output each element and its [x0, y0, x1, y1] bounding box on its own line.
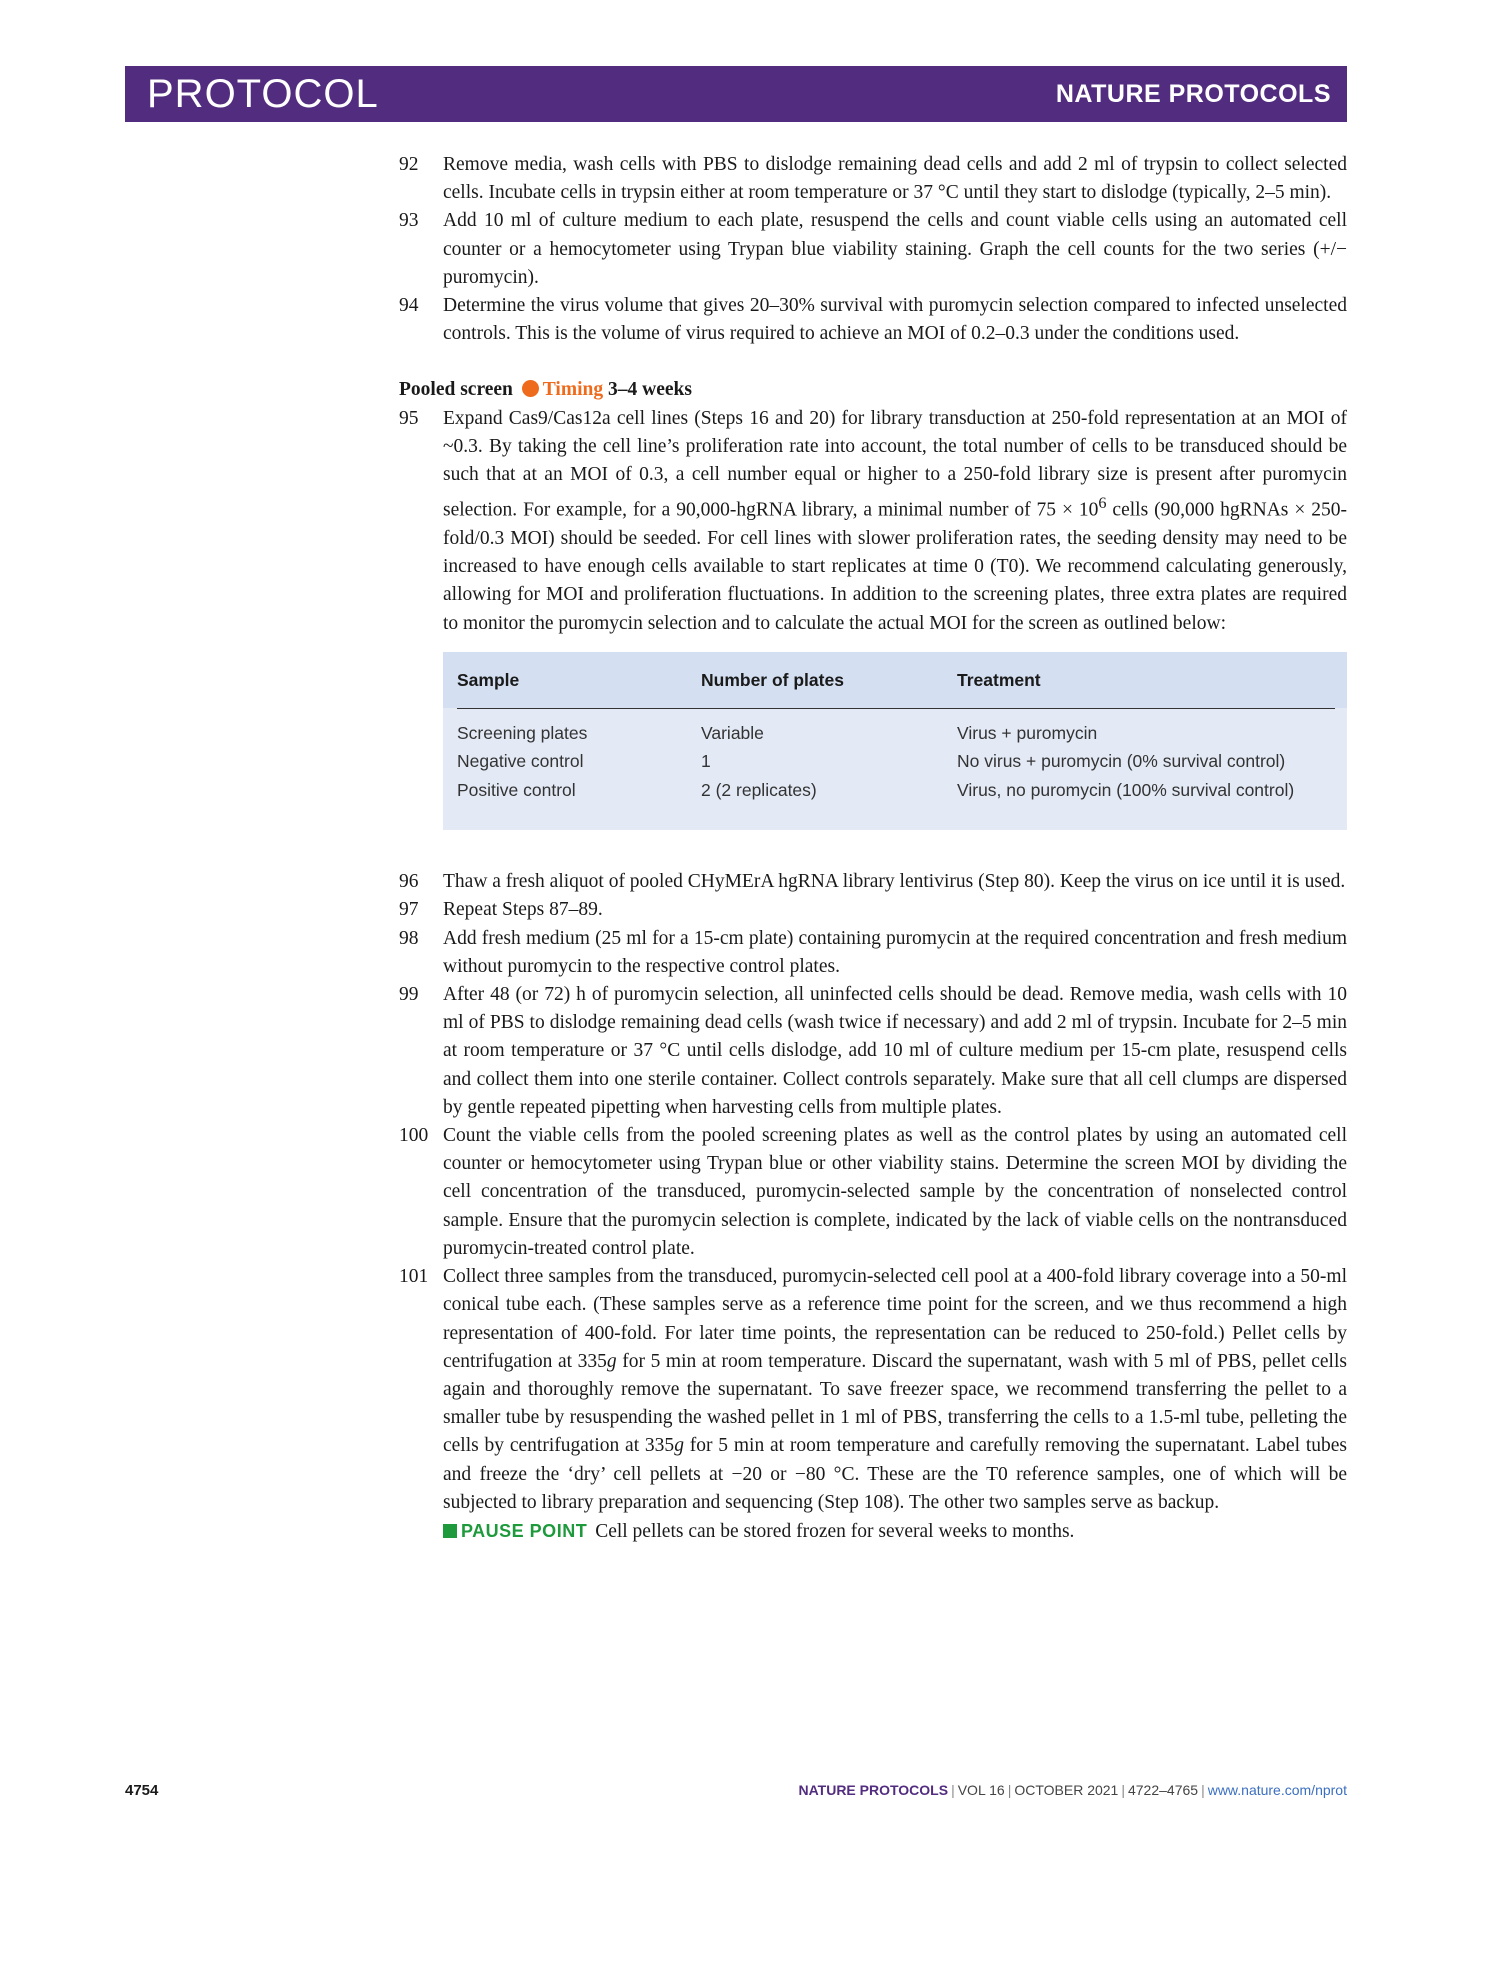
journal-label: NATURE PROTOCOLS: [1055, 79, 1331, 108]
step-92: [399, 151, 1347, 207]
step-text: Thaw a fresh aliquot of pooled CHyMErA hgRNA library lentivirus (Step 80). Keep the virus on ice until it is used.: [443, 871, 1346, 893]
step-96: [399, 868, 1347, 896]
footer-journal: NATURE PROTOCOLS: [798, 1782, 949, 1798]
column-header-treatment: Treatment: [957, 669, 1041, 690]
exponent: 6: [1098, 494, 1107, 513]
step-text: After 48 (or 72) h of puromycin selection, all uninfected cells should be dead. Remove media, wash cells with 10 ml of PBS to dislodge remaining dead cells (wash twice if necessary) and add 2 ml of trypsin. Incubate for 2–5 min at room temperature or 37 °C until cells dislodge, add 10 ml of culture medium per 15-cm plate, resuspend cells and collect them into one sterile container. Collect controls separately. Make sure that all cell clumps are dispersed by gentle repeated pipetting when harvesting cells from multiple plates.: [443, 984, 1347, 1118]
section-heading: [399, 376, 1347, 404]
steps-bottom: [399, 868, 1347, 1546]
table-header-row: [443, 652, 1347, 708]
g-unit: g: [606, 1350, 617, 1372]
column-header-plates: Number of plates: [701, 669, 844, 690]
step-number: 94: [399, 295, 419, 317]
step-93: [399, 207, 1347, 292]
timing-clock-icon: [522, 380, 539, 397]
separator: |: [1007, 1782, 1012, 1798]
pause-square-icon: [443, 1524, 457, 1538]
footer-volume: VOL 16: [957, 1782, 1005, 1798]
table-cell: Negative control: [457, 751, 584, 772]
pause-point-text: Cell pellets can be stored frozen for several weeks to months.: [595, 1520, 1075, 1542]
table-row: [457, 747, 1333, 776]
column-header-sample: Sample: [457, 669, 520, 690]
table-cell: 1: [701, 751, 711, 772]
table-cell: Virus, no puromycin (100% survival control): [957, 779, 1295, 800]
step-text: Count the viable cells from the pooled screening plates as well as the control plates by using an automated cell counter or hemocytometer using Trypan blue or other viability stains. Determine the screen MOI by dividing the cell concentration of the transduced, puromycin-selected sample by the concentration of nonselected control sample. Ensure that the puromycin selection is complete, indicated by the lack of viable cells on the nontransduced puromycin-treated control plate.: [443, 1125, 1347, 1259]
table-cell: Positive control: [457, 779, 576, 800]
step-text: Determine the virus volume that gives 20–30% survival with puromycin selection compared to infected unselected controls. This is the volume of virus required to achieve an MOI of 0.2–0.3 under the conditions used.: [443, 295, 1347, 345]
step-number: 96: [399, 871, 419, 893]
step-text-1: Collect three samples from the transduced, puromycin-selected cell pool at a 400-fold library coverage into a 50-ml conical tube each. (These samples serve as a reference time point for the screen, and we thus recommend a high representation of 400-fold. For later time points, the representation can be reduced to 250-fold.) Pellet cells by centrifugation at 335: [443, 1266, 1347, 1372]
table-cell: Screening plates: [457, 722, 588, 743]
step-number: 101: [399, 1266, 429, 1288]
plates-table: [443, 652, 1347, 831]
timing-label: Timing: [542, 379, 604, 401]
step-text-3: for 5 min at room temperature and carefully removing the supernatant. Label tubes and freeze the ‘dry’ cell pellets at −20 or −80 °C. These are the T0 reference samples, one of which will be subjected to library preparation and sequencing (Step 108). The other two samples serve as backup.: [443, 1435, 1347, 1513]
separator: |: [1201, 1782, 1205, 1798]
step-text: Repeat Steps 87–89.: [443, 899, 603, 921]
table-cell: No virus + puromycin (0% survival control): [957, 751, 1286, 772]
step-97: [399, 896, 1347, 924]
step-number: 98: [399, 927, 419, 949]
table-row: [457, 719, 1333, 748]
footer-date: OCTOBER 2021: [1014, 1782, 1119, 1798]
step-95: [399, 405, 1347, 638]
footer-citation: [798, 1782, 1347, 1798]
header-banner: [125, 66, 1347, 122]
table-cell: Virus + puromycin: [957, 722, 1098, 743]
page-number: 4754: [125, 1782, 159, 1799]
step-text: Remove media, wash cells with PBS to dislodge remaining dead cells and add 2 ml of trypsin to collect selected cells. Incubate cells in trypsin either at room temperature or 37 °C until they start to dislodge (typically, 2–5 min).: [443, 154, 1347, 204]
step-text-a: Expand Cas9/Cas12a cell lines (Steps 16 and 20) for library transduction at 250-fold representation at an MOI of ~0.3. By taking the cell line’s proliferation rate into account, the total number of cells to be transduced should be such that at an MOI of 0.3, a cell number equal or higher to a 250-fold library size is present after puromycin selection. For example, for a 90,000-hgRNA library, a minimal number of 75 × 10: [443, 407, 1347, 521]
main-content: [399, 151, 1347, 1546]
step-number: 99: [399, 984, 419, 1006]
step-100: [399, 1122, 1347, 1263]
steps-top: [399, 151, 1347, 348]
step-number: 97: [399, 899, 419, 921]
footer-pages: 4722–4765: [1127, 1782, 1199, 1798]
pause-point-label: PAUSE POINT: [461, 1520, 588, 1541]
section-title: Pooled screen: [399, 379, 513, 401]
step-number: 95: [399, 407, 419, 429]
table-cell: 2 (2 replicates): [701, 779, 817, 800]
step-99: [399, 981, 1347, 1122]
timing-value: 3–4 weeks: [607, 379, 692, 401]
table-body: [443, 709, 1347, 831]
section-label: PROTOCOL: [147, 71, 379, 116]
pause-point: [443, 1517, 1347, 1546]
step-text: Add fresh medium (25 ml for a 15-cm plate) containing puromycin at the required concentration and fresh medium without puromycin to the respective control plates.: [443, 927, 1347, 977]
step-101: [399, 1263, 1347, 1546]
step-94: [399, 292, 1347, 348]
footer-url[interactable]: www.nature.com/nprot: [1207, 1782, 1347, 1798]
g-unit: g: [674, 1435, 684, 1457]
table-row: [457, 776, 1333, 805]
separator: |: [951, 1782, 955, 1798]
step-98: [399, 925, 1347, 981]
table-cell: Variable: [701, 722, 764, 743]
step-number: 92: [399, 154, 419, 175]
step-text-2: for 5 min at room temperature. Discard the supernatant, wash with 5 ml of PBS, pellet cells again and thoroughly remove the supernatant. To save freezer space, we recommend transferring the pellet to a smaller tube by resuspending the washed pellet in 1 ml of PBS, transferring the cells to a 1.5-ml tube, pelleting the cells by centrifugation at 335: [443, 1350, 1347, 1457]
step-number: 93: [399, 210, 419, 232]
step-text: Add 10 ml of culture medium to each plate, resuspend the cells and count viable cells using an automated cell counter or a hemocytometer using Trypan blue viability staining. Graph the cell counts for the two series (+/− puromycin).: [443, 210, 1347, 288]
step-text-b: cells (90,000 hgRNAs × 250-fold/0.3 MOI) should be seeded. For cell lines with slower proliferation rates, the seeding density may need to be increased to have enough cells available to start replicates at time 0 (T0). We recommend calculating generously, allowing for MOI and proliferation fluctuations. In addition to the screening plates, three extra plates are required to monitor the puromycin selection and to calculate the actual MOI for the screen as outlined below:: [443, 499, 1347, 634]
step-number: 100: [399, 1125, 429, 1147]
separator: |: [1121, 1782, 1125, 1798]
